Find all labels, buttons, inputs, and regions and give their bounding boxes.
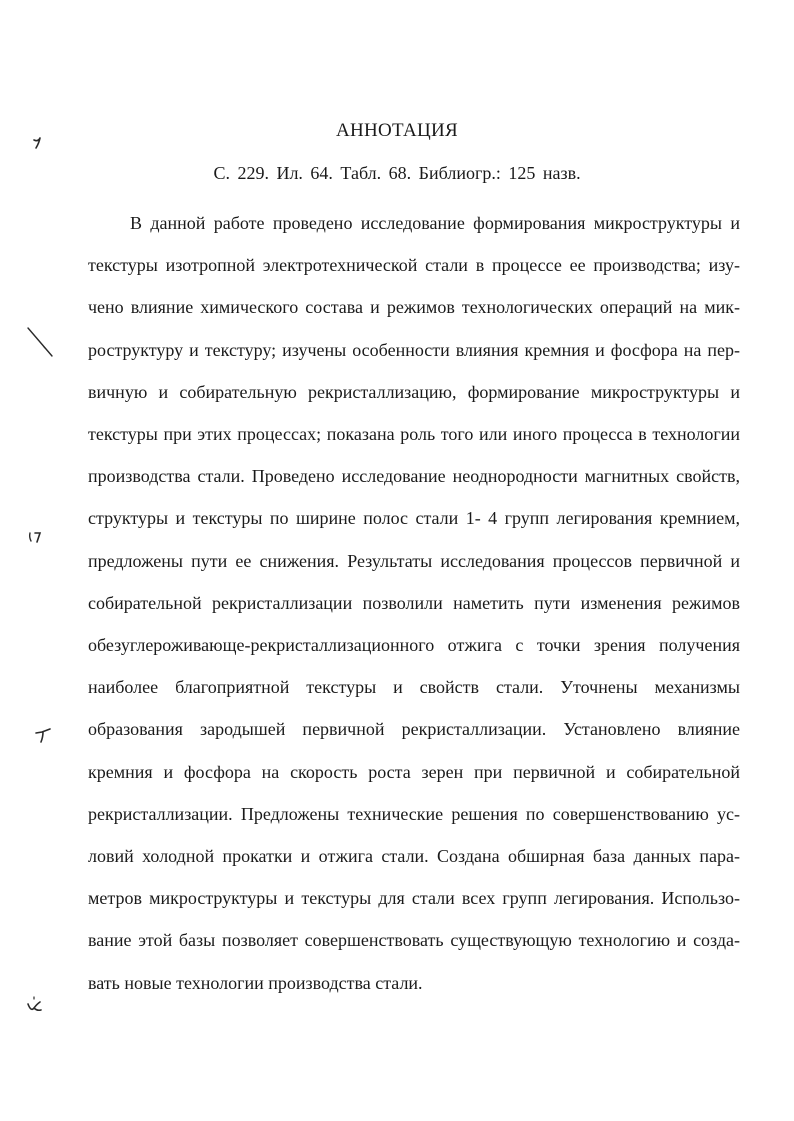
pen-stroke-icon [34,725,54,745]
page-title: АННОТАЦИЯ [335,120,459,141]
abstract-paragraph: В данной работе проведено исследование формирования микроструктуры и текстуры изотропной электротехнической стали в процессе ее производства; изучено влияние химического состава и режимов технологических операций на микроструктуру и текстуру; изучены особенности влияния кремния и фосфора на первичную и собирательную рекристаллизацию, формирование микроструктуры и текстуры при этих процессах; показана роль того или иного процесса в технологии производства стали. Проведено исследование неоднородности магнитных свойств, структуры и текстуры по ширине полос стали 1- 4 групп легирования кремнием, предложены пути ее снижения. Результаты исследования процессов первичной и собирательной рекристаллизации позволили наметить пути изменения режимов обезуглероживающе-рекристаллизационного отжига с точки зрения получения наиболее благоприятной текстуры и свойств стали. Уточнены механизмы образования зародышей первичной рекристаллизации. Установлено влияние кремния и фосфора на скорость роста зерен при первичной и собирательной рекристаллизации. Предложены технические решения по совершенствованию условий холодной прокатки и отжига стали. Создана обширная база данных параметров микроструктуры и текстуры для стали всех групп легирования. Использование этой базы позволяет совершенствовать существующую технологию и создавать новые технологии производства стали. [88,213,740,993]
pen-stroke-icon [26,326,56,360]
bibliographic-summary: С. 229. Ил. 64. Табл. 68. Библиогр.: 125 назв. [213,163,581,183]
pen-stroke-icon [26,528,46,548]
pen-stroke-icon [30,132,50,152]
pen-stroke-icon [26,996,46,1016]
